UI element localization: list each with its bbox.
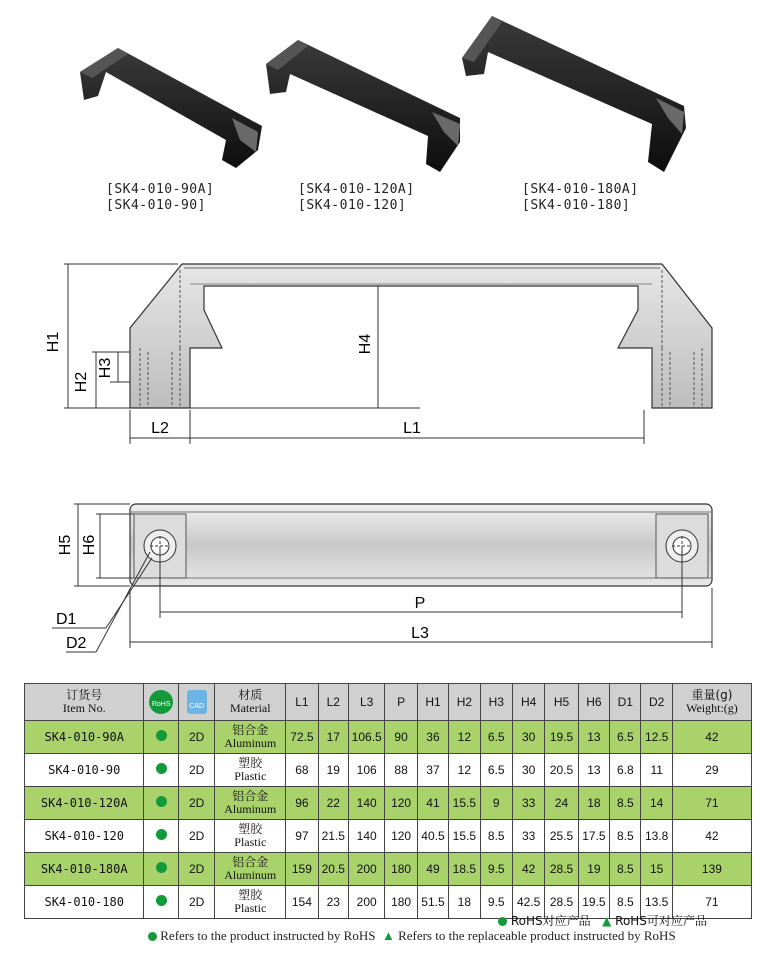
product-codes-120 xyxy=(298,182,415,214)
material-cell: 铝合金 Aluminum xyxy=(215,853,286,886)
value-cell: 19 xyxy=(318,754,348,787)
table-row xyxy=(25,721,752,754)
weight-cell: 71 xyxy=(672,787,751,820)
value-cell: 19.5 xyxy=(578,886,609,919)
header-p: P xyxy=(385,684,417,721)
header-rohs xyxy=(144,684,178,721)
item-number: SK4-010-90A xyxy=(25,721,144,754)
weight-cell: 71 xyxy=(672,886,751,919)
material-cell: 铝合金 Aluminum xyxy=(215,787,286,820)
dim-h5: H5 xyxy=(57,534,74,556)
weight-cell: 29 xyxy=(672,754,751,787)
rohs-leaf-icon: RoHS xyxy=(149,690,173,714)
dim-l3: L3 xyxy=(411,625,429,642)
value-cell: 33 xyxy=(512,787,544,820)
header-cad xyxy=(178,684,214,721)
value-cell: 20.5 xyxy=(318,853,348,886)
item-number: SK4-010-180A xyxy=(25,853,144,886)
value-cell: 15.5 xyxy=(449,820,480,853)
value-cell: 14 xyxy=(641,787,672,820)
header-h4: H4 xyxy=(512,684,544,721)
value-cell: 8.5 xyxy=(610,853,641,886)
item-number: SK4-010-90 xyxy=(25,754,144,787)
weight-cell: 139 xyxy=(672,853,751,886)
product-code: [SK4-010-180] xyxy=(522,198,631,213)
value-cell: 96 xyxy=(286,787,318,820)
table-header-row xyxy=(25,684,752,721)
product-code: [SK4-010-120A] xyxy=(298,182,415,197)
item-number: SK4-010-180 xyxy=(25,886,144,919)
value-cell: 200 xyxy=(348,853,384,886)
value-cell: 37 xyxy=(417,754,448,787)
top-view-drawing xyxy=(0,488,774,668)
triangle-icon: ▲ xyxy=(381,928,395,943)
legend-en-rohs: Refers to the product instructed by RoHS xyxy=(160,928,376,943)
value-cell: 140 xyxy=(348,787,384,820)
weight-cell: 42 xyxy=(672,820,751,853)
header-h3: H3 xyxy=(480,684,512,721)
value-cell: 6.5 xyxy=(480,754,512,787)
value-cell: 13 xyxy=(578,721,609,754)
rohs-cell xyxy=(144,787,178,820)
value-cell: 19 xyxy=(578,853,609,886)
item-number: SK4-010-120A xyxy=(25,787,144,820)
dim-h2: H2 xyxy=(73,371,90,393)
value-cell: 9 xyxy=(480,787,512,820)
legend-cn xyxy=(498,912,707,929)
value-cell: 9.5 xyxy=(480,853,512,886)
value-cell: 120 xyxy=(385,787,417,820)
header-l2: L2 xyxy=(318,684,348,721)
handle-photo-120 xyxy=(266,40,460,172)
value-cell: 13.8 xyxy=(641,820,672,853)
value-cell: 18 xyxy=(578,787,609,820)
rohs-cell xyxy=(144,853,178,886)
value-cell: 97 xyxy=(286,820,318,853)
value-cell: 18.5 xyxy=(449,853,480,886)
dim-d1: D1 xyxy=(56,611,77,628)
value-cell: 106.5 xyxy=(348,721,384,754)
item-number: SK4-010-120 xyxy=(25,820,144,853)
value-cell: 140 xyxy=(348,820,384,853)
value-cell: 25.5 xyxy=(545,820,578,853)
value-cell: 28.5 xyxy=(545,886,578,919)
value-cell: 17 xyxy=(318,721,348,754)
dim-d2: D2 xyxy=(66,635,87,652)
rohs-dot-icon xyxy=(156,829,167,840)
value-cell: 6.5 xyxy=(480,721,512,754)
value-cell: 12 xyxy=(449,754,480,787)
value-cell: 68 xyxy=(286,754,318,787)
value-cell: 49 xyxy=(417,853,448,886)
value-cell: 120 xyxy=(385,820,417,853)
table-row xyxy=(25,820,752,853)
cad-cell: 2D xyxy=(178,754,214,787)
value-cell: 12.5 xyxy=(641,721,672,754)
cad-cell: 2D xyxy=(178,886,214,919)
material-cell: 铝合金 Aluminum xyxy=(215,721,286,754)
value-cell: 9.5 xyxy=(480,886,512,919)
value-cell: 22 xyxy=(318,787,348,820)
cad-file-icon: CAD xyxy=(187,690,207,714)
rohs-dot-icon xyxy=(156,763,167,774)
value-cell: 90 xyxy=(385,721,417,754)
value-cell: 13.5 xyxy=(641,886,672,919)
value-cell: 15.5 xyxy=(449,787,480,820)
value-cell: 20.5 xyxy=(545,754,578,787)
cad-cell: 2D xyxy=(178,853,214,886)
table-row xyxy=(25,787,752,820)
value-cell: 106 xyxy=(348,754,384,787)
value-cell: 72.5 xyxy=(286,721,318,754)
value-cell: 8.5 xyxy=(610,787,641,820)
value-cell: 159 xyxy=(286,853,318,886)
handle-photo-90 xyxy=(80,48,262,168)
value-cell: 8.5 xyxy=(610,886,641,919)
table-row xyxy=(25,754,752,787)
value-cell: 30 xyxy=(512,721,544,754)
rohs-cell xyxy=(144,754,178,787)
value-cell: 154 xyxy=(286,886,318,919)
value-cell: 180 xyxy=(385,853,417,886)
value-cell: 23 xyxy=(318,886,348,919)
legend-en-replaceable: Refers to the replaceable product instructed by RoHS xyxy=(398,928,676,943)
value-cell: 36 xyxy=(417,721,448,754)
product-codes-180 xyxy=(522,182,639,214)
value-cell: 42 xyxy=(512,853,544,886)
value-cell: 41 xyxy=(417,787,448,820)
value-cell: 6.8 xyxy=(610,754,641,787)
dim-h1: H1 xyxy=(45,331,62,353)
value-cell: 33 xyxy=(512,820,544,853)
value-cell: 28.5 xyxy=(545,853,578,886)
dim-h6: H6 xyxy=(81,534,98,556)
side-view-drawing xyxy=(0,240,774,470)
header-weight: 重量(g) Weight:(g) xyxy=(672,684,751,721)
table-row xyxy=(25,853,752,886)
value-cell: 19.5 xyxy=(545,721,578,754)
material-cell: 塑胶 Plastic xyxy=(215,886,286,919)
header-d2: D2 xyxy=(641,684,672,721)
rohs-dot-icon xyxy=(156,796,167,807)
header-h1: H1 xyxy=(417,684,448,721)
dim-h3: H3 xyxy=(97,357,114,379)
value-cell: 18 xyxy=(449,886,480,919)
value-cell: 180 xyxy=(385,886,417,919)
triangle-icon: ▲ xyxy=(602,914,612,928)
value-cell: 42.5 xyxy=(512,886,544,919)
value-cell: 40.5 xyxy=(417,820,448,853)
rohs-dot-icon xyxy=(498,917,507,926)
product-codes-90 xyxy=(106,182,214,214)
material-cell: 塑胶 Plastic xyxy=(215,754,286,787)
value-cell: 200 xyxy=(348,886,384,919)
value-cell: 30 xyxy=(512,754,544,787)
dim-l2: L2 xyxy=(151,420,169,437)
product-code: [SK4-010-120] xyxy=(298,198,407,213)
value-cell: 11 xyxy=(641,754,672,787)
product-code: [SK4-010-90A] xyxy=(106,182,215,197)
product-code: [SK4-010-180A] xyxy=(522,182,639,197)
dim-h4: H4 xyxy=(357,333,374,355)
handle-photo-180 xyxy=(462,16,686,172)
rohs-cell xyxy=(144,721,178,754)
cad-cell: 2D xyxy=(178,820,214,853)
rohs-cell xyxy=(144,820,178,853)
header-l1: L1 xyxy=(286,684,318,721)
header-h2: H2 xyxy=(449,684,480,721)
value-cell: 12 xyxy=(449,721,480,754)
rohs-dot-icon xyxy=(148,932,157,941)
cad-cell: 2D xyxy=(178,721,214,754)
value-cell: 15 xyxy=(641,853,672,886)
value-cell: 13 xyxy=(578,754,609,787)
rohs-dot-icon xyxy=(156,730,167,741)
weight-cell: 42 xyxy=(672,721,751,754)
material-cell: 塑胶 Plastic xyxy=(215,820,286,853)
header-h5: H5 xyxy=(545,684,578,721)
value-cell: 17.5 xyxy=(578,820,609,853)
product-code: [SK4-010-90] xyxy=(106,198,206,213)
spec-table xyxy=(24,683,752,919)
value-cell: 6.5 xyxy=(610,721,641,754)
header-item: 订货号 Item No. xyxy=(25,684,144,721)
header-l3: L3 xyxy=(348,684,384,721)
header-h6: H6 xyxy=(578,684,609,721)
legend-en xyxy=(148,928,676,944)
legend-cn-rohs: RoHS对应产品 xyxy=(510,914,591,928)
value-cell: 8.5 xyxy=(480,820,512,853)
value-cell: 88 xyxy=(385,754,417,787)
header-material: 材质 Material xyxy=(215,684,286,721)
rohs-dot-icon xyxy=(156,895,167,906)
header-d1: D1 xyxy=(610,684,641,721)
dim-l1: L1 xyxy=(403,420,421,437)
cad-cell: 2D xyxy=(178,787,214,820)
legend-cn-replaceable: RoHS可对应产品 xyxy=(615,914,707,928)
value-cell: 24 xyxy=(545,787,578,820)
value-cell: 21.5 xyxy=(318,820,348,853)
rohs-dot-icon xyxy=(156,862,167,873)
value-cell: 8.5 xyxy=(610,820,641,853)
value-cell: 51.5 xyxy=(417,886,448,919)
rohs-cell xyxy=(144,886,178,919)
dim-p: P xyxy=(414,595,426,612)
